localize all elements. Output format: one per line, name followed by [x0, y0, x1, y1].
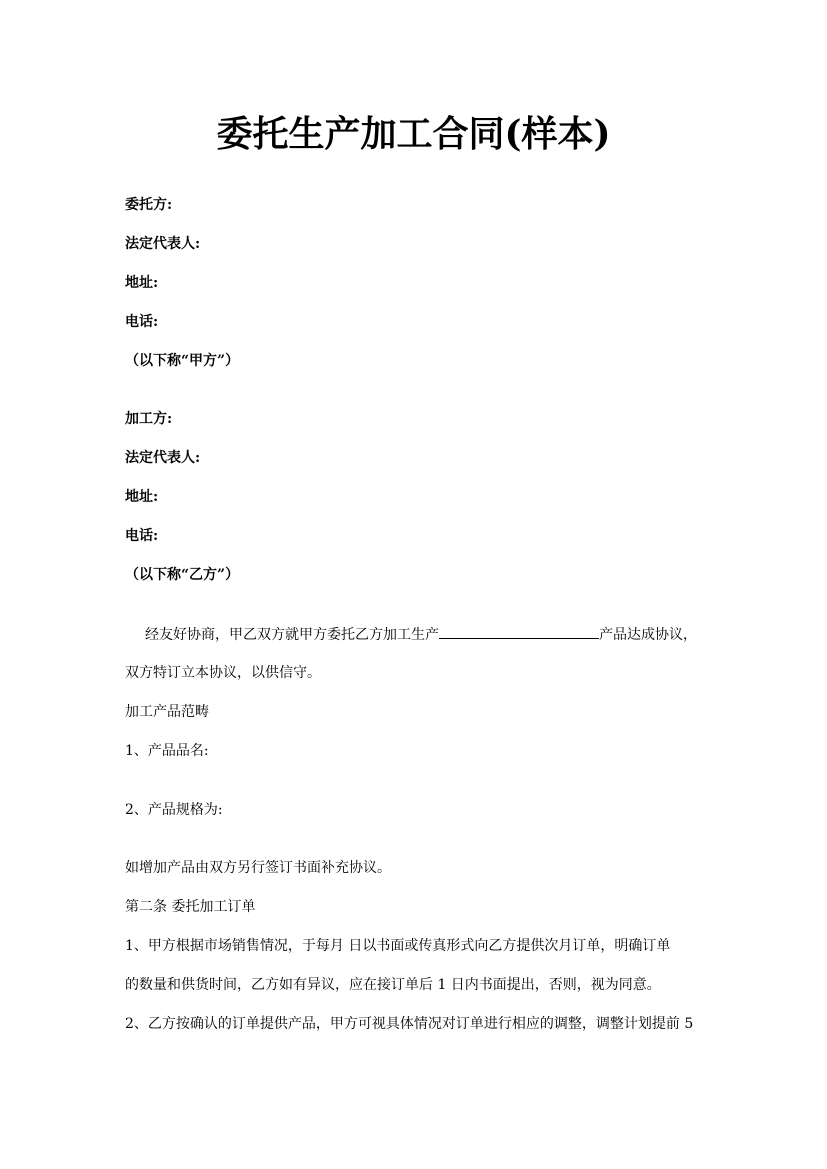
- party-b-rep-label: 法定代表人:: [125, 450, 201, 466]
- party-b-alias: （以下称“乙方”）: [125, 567, 240, 583]
- party-a-phone-label: 电话:: [125, 314, 159, 330]
- intro-paragraph-line1: [145, 624, 697, 645]
- intro-text-part2: 产品达成协议，: [599, 627, 697, 643]
- party-a-alias: （以下称“甲方”）: [125, 353, 240, 369]
- article2-heading: 第二条 委托加工订单: [125, 899, 256, 915]
- scope-note: 如增加产品由双方另行签订书面补充协议。: [125, 860, 391, 876]
- party-b-phone-label: 电话:: [125, 528, 159, 544]
- party-b-name-label: 加工方:: [125, 411, 173, 427]
- document-title: 委托生产加工合同(样本): [216, 113, 611, 155]
- intro-text-part1: 经友好协商，甲乙双方就甲方委托乙方加工生产: [145, 627, 439, 643]
- scope-item-product-spec: 2、产品规格为:: [125, 802, 223, 818]
- article2-p2-line1: 2、乙方按确认的订单提供产品，甲方可视具体情况对订单进行相应的调整，调整计划提前 5: [125, 1016, 694, 1032]
- article2-p1-line1: 1、甲方根据市场销售情况，于每月 日以书面或传真形式向乙方提供次月订单，明确订单: [125, 938, 671, 954]
- scope-heading: 加工产品范畴: [125, 704, 209, 720]
- product-blank-line: [439, 624, 599, 639]
- party-a-rep-label: 法定代表人:: [125, 236, 201, 252]
- intro-paragraph-line2: 双方特订立本协议，以供信守。: [125, 665, 321, 681]
- party-a-name-label: 委托方:: [125, 197, 173, 213]
- party-b-address-label: 地址:: [125, 489, 159, 505]
- scope-item-product-name: 1、产品品名:: [125, 743, 209, 759]
- party-a-address-label: 地址:: [125, 275, 159, 291]
- article2-p1-line2: 的数量和供货时间，乙方如有异议，应在接订单后 1 日内书面提出，否则，视为同意。: [125, 977, 661, 993]
